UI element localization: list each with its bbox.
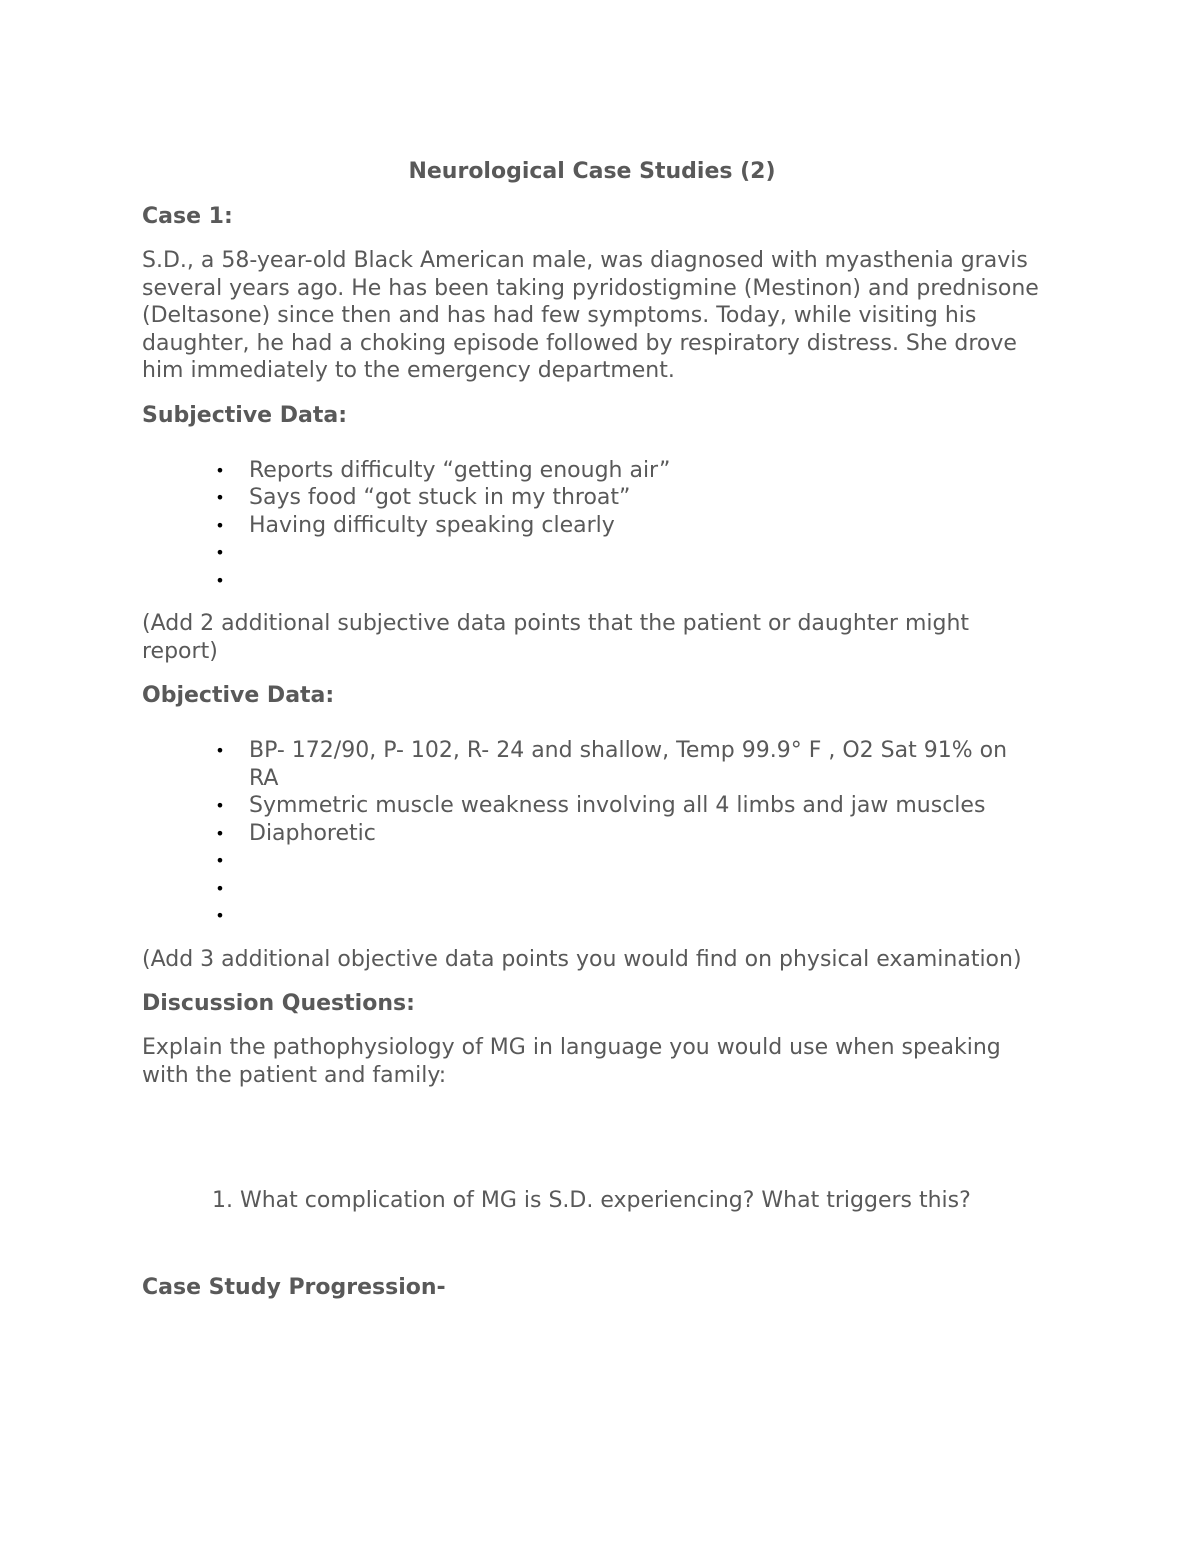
list-item-text: Diaphoretic [249, 820, 376, 846]
list-item-text: Having difficulty speaking clearly [249, 512, 615, 538]
subjective-instruction: (Add 2 additional subjective data points that the patient or daughter might report) [142, 611, 970, 664]
subjective-heading: Subjective Data: [142, 402, 348, 428]
bullet-icon: • [215, 851, 225, 870]
bullet-icon: • [215, 543, 225, 562]
list-item [142, 567, 1042, 595]
progression-heading: Case Study Progression- [142, 1274, 446, 1300]
subjective-list [142, 457, 1042, 595]
list-item [142, 484, 1042, 512]
list-item [142, 902, 1042, 930]
discussion-heading: Discussion Questions: [142, 991, 415, 1016]
list-item-text: Symmetric muscle weakness involving all 4 limbs and jaw muscles [249, 793, 986, 818]
bullet-icon: • [215, 878, 225, 898]
list-item [142, 847, 1042, 875]
list-item [142, 792, 1042, 820]
bullet-icon: • [215, 796, 225, 815]
list-item [142, 512, 1042, 540]
bullet-icon: • [215, 570, 225, 590]
bullet-icon: • [215, 515, 225, 535]
discussion-prompt: Explain the pathophysiology of MG in language you would use when speaking with the patient and family: [142, 1035, 1001, 1088]
document-body [142, 158, 1042, 1318]
list-item [142, 539, 1042, 567]
case-description: S.D., a 58-year-old Black American male, was diagnosed with myasthenia gravis several years ago. He has been taking pyridostigmine (Mestinon) and prednisone (Deltasone) since then and has had few symptoms. Today, while visiting his daughter, he had a choking episode followed by respiratory distress. She drove him immediately to the emergency department. [142, 248, 1039, 383]
list-item [142, 820, 1042, 848]
list-item-text: Reports difficulty “getting enough air” [249, 457, 671, 483]
bullet-icon: • [215, 823, 225, 843]
discussion-question-1: 1. What complication of MG is S.D. experiencing? What triggers this? [212, 1188, 971, 1213]
objective-list [142, 737, 1042, 930]
list-item [142, 737, 1042, 792]
list-item [142, 875, 1042, 903]
bullet-icon: • [215, 488, 225, 507]
list-item [142, 457, 1042, 485]
answer-space [142, 1106, 1042, 1187]
objective-instruction: (Add 3 additional objective data points you would find on physical examination) [142, 946, 1022, 972]
bullet-icon: • [215, 460, 225, 480]
bullet-icon: • [215, 741, 225, 760]
list-item-text: BP- 172/90, P- 102, R- 24 and shallow, Temp 99.9° F , O2 Sat 91% on RA [249, 738, 1008, 791]
bullet-icon: • [215, 906, 225, 925]
answer-space [142, 1215, 1042, 1274]
list-item-text: Says food “got stuck in my throat” [249, 485, 631, 510]
page-title: Neurological Case Studies (2) [408, 159, 776, 184]
case-heading: Case 1: [142, 204, 233, 229]
objective-heading: Objective Data: [142, 683, 335, 708]
